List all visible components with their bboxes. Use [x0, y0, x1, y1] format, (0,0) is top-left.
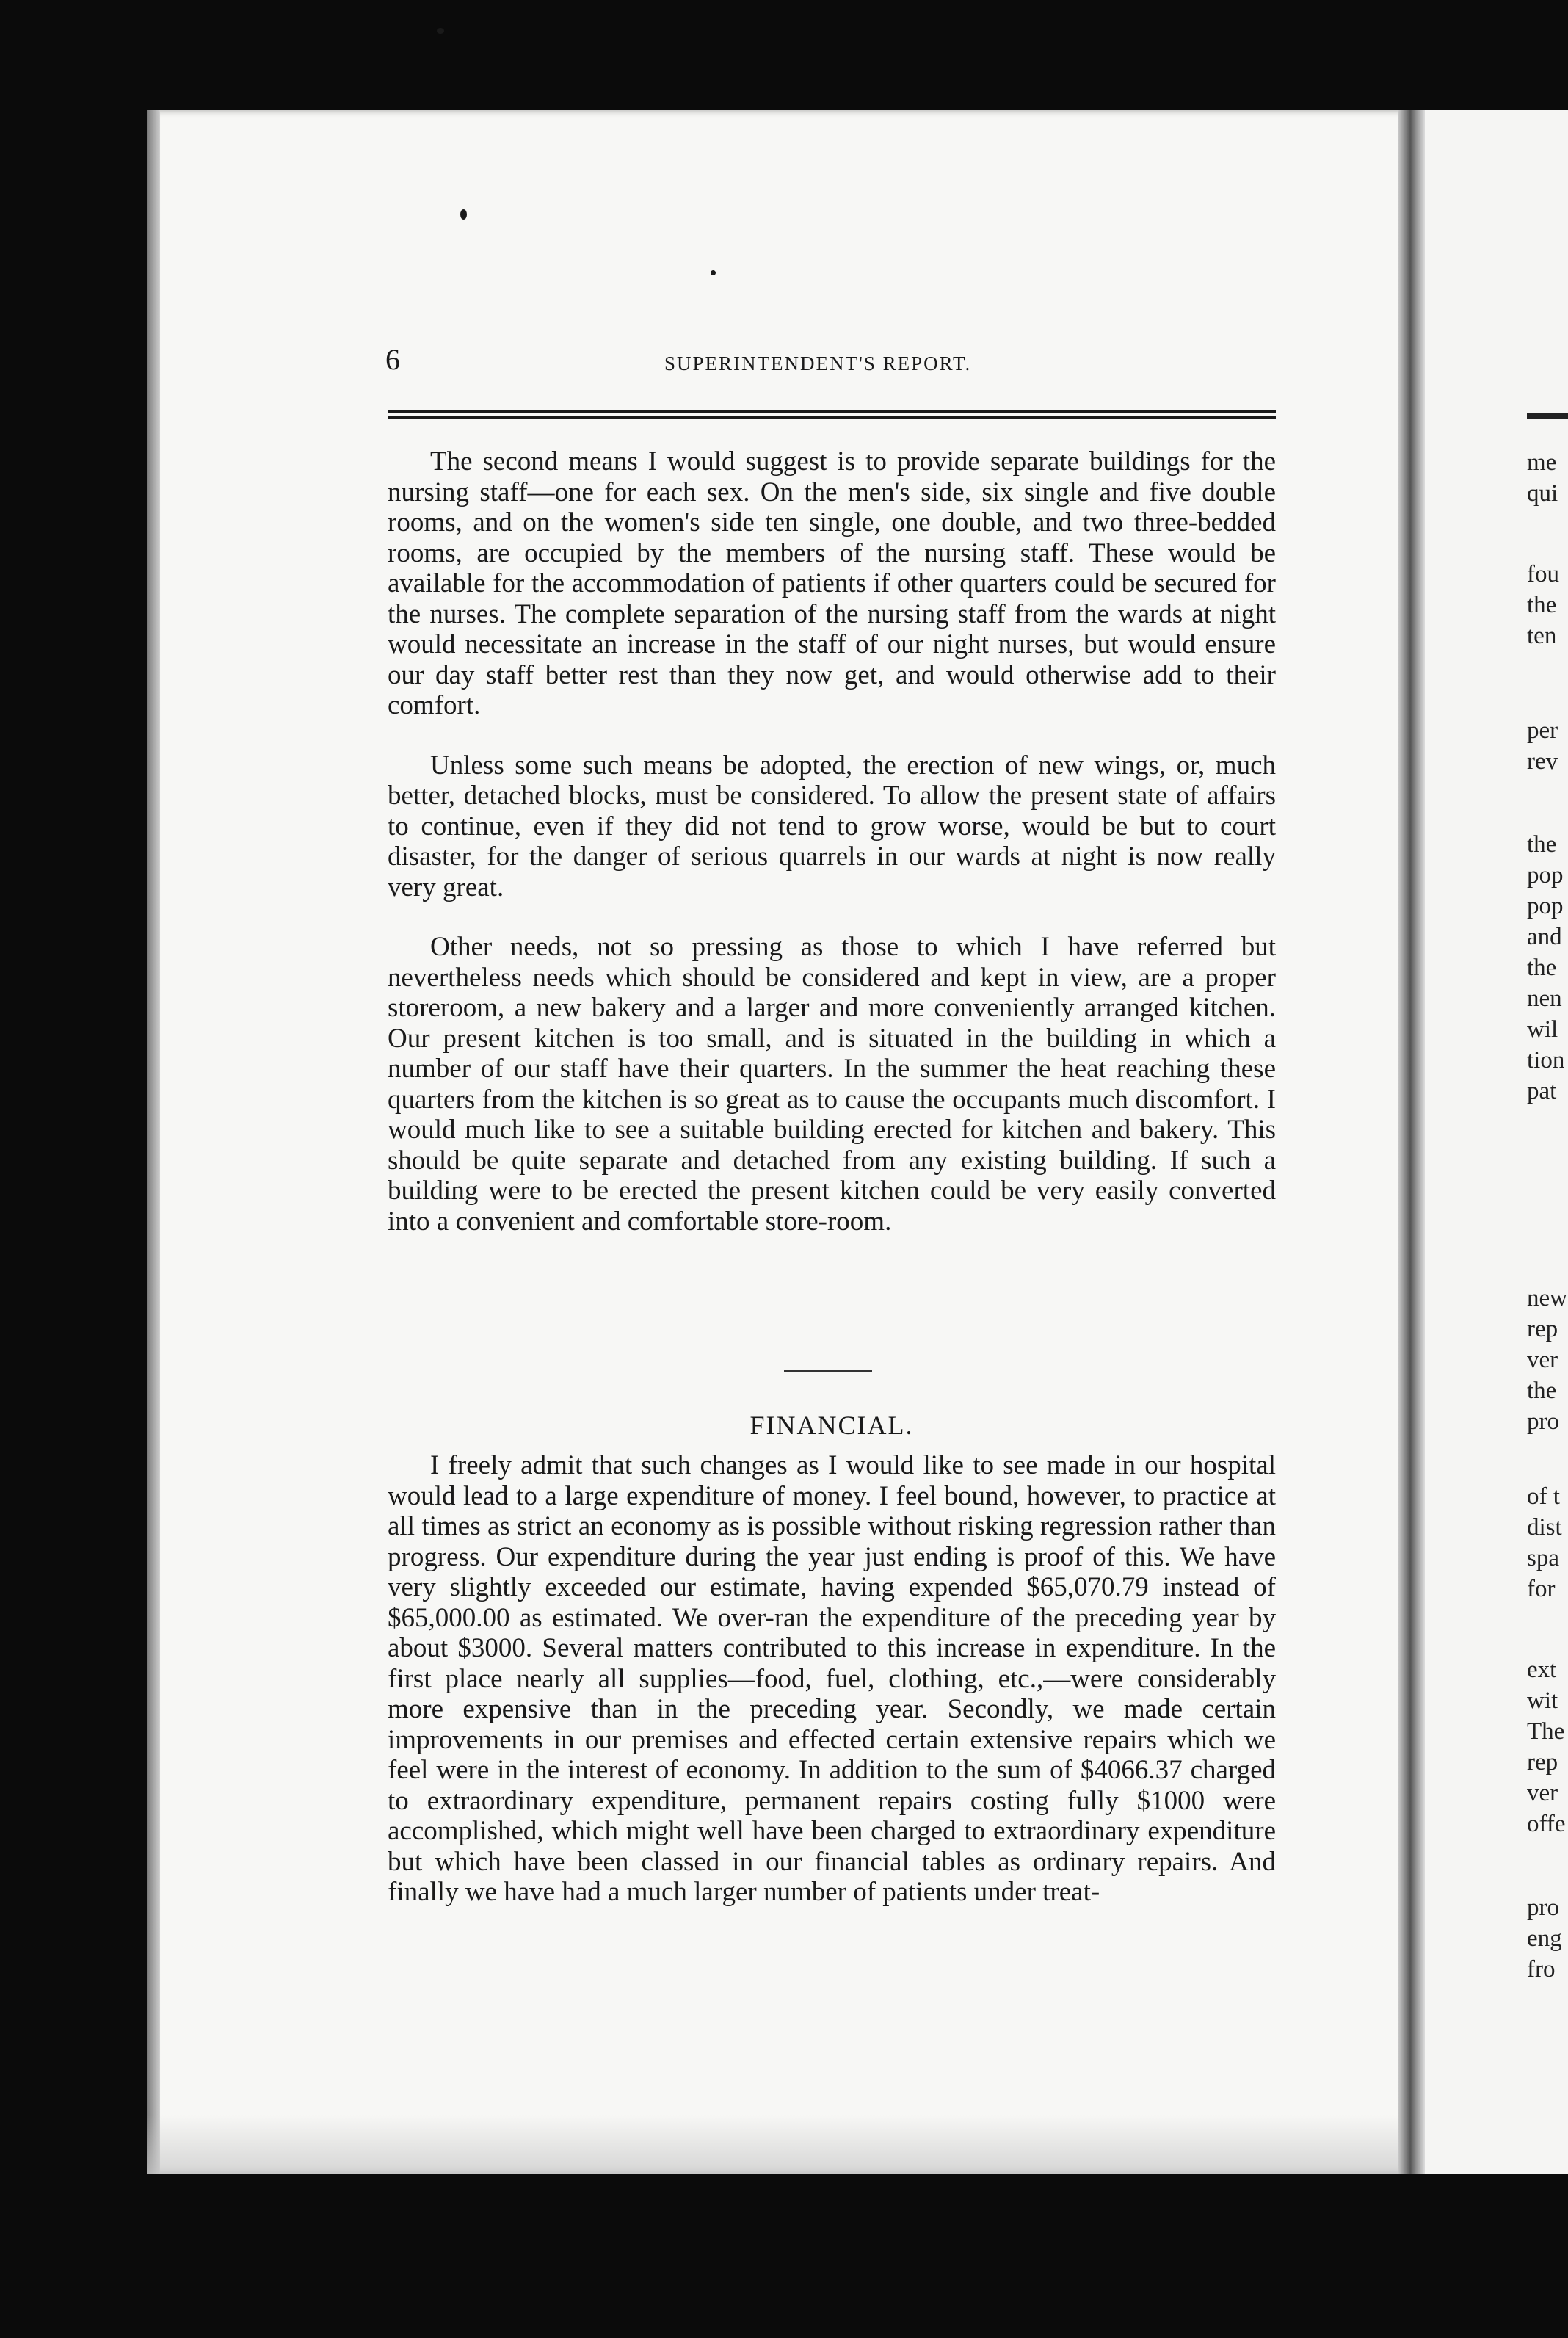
facing-page-fragment: tion — [1527, 1047, 1565, 1074]
facing-page-fragment: fou — [1527, 561, 1559, 587]
facing-page-fragment: per — [1527, 717, 1558, 744]
facing-page-fragment: spa — [1527, 1545, 1559, 1571]
facing-page-fragment: rep — [1527, 1749, 1558, 1776]
facing-page-fragment: the — [1527, 831, 1557, 858]
ink-speck — [460, 209, 467, 220]
facing-page-fragment: nen — [1527, 985, 1562, 1012]
facing-page-fragment: the — [1527, 592, 1557, 618]
facing-page-fragment: me — [1527, 449, 1557, 476]
section-divider — [784, 1370, 872, 1372]
facing-page-fragment: rep — [1527, 1316, 1558, 1342]
facing-page-fragment: and — [1527, 924, 1562, 950]
paragraph-nursing-staff: The second means I would suggest is to provide separate buildings for the nursing staff—one for each sex. On the men's side, six single and five double rooms, and on the women's side ten single, one double, and two three-bedded rooms, are occupied by the members of the nursing staff. These would be available for the accommodation of patients if other quarters could be secured for the nurses. The complete separation of the nursing staff from the wards at night would necessitate an increase in the staff of our night nurses, but would ensure our day staff better rest than they now get, and would otherwise add to their comfort. — [388, 446, 1276, 720]
facing-page-fragment: dist — [1527, 1514, 1562, 1541]
page-edge — [147, 110, 160, 2174]
page-header — [385, 345, 1277, 374]
page-shadow — [147, 2115, 1409, 2174]
facing-page-fragment: wil — [1527, 1016, 1558, 1043]
facing-page-rule — [1527, 413, 1568, 419]
body-text — [388, 446, 1276, 1237]
facing-page-fragment: The — [1527, 1718, 1565, 1745]
facing-page-fragment: pro — [1527, 1408, 1559, 1435]
facing-page-fragment: wit — [1527, 1687, 1558, 1714]
paragraph-new-wings: Unless some such means be adopted, the erection of new wings, or, much better, detached blocks, must be considered. To allow the present state of affairs to continue, even if they did not tend to grow worse, would be but to court disaster, for the danger of serious quarrels in our wards at night is now really very great. — [388, 750, 1276, 902]
facing-page-fragment: pat — [1527, 1078, 1557, 1104]
section-title-financial: FINANCIAL. — [749, 1411, 914, 1440]
facing-page-fragment: the — [1527, 955, 1557, 981]
ink-speck — [437, 28, 444, 34]
running-head: SUPERINTENDENT'S REPORT. — [664, 352, 972, 374]
facing-page-fragment: pop — [1527, 893, 1564, 919]
page-number: 6 — [385, 343, 400, 376]
facing-page-fragment: ver — [1527, 1347, 1558, 1373]
header-rule — [388, 410, 1276, 419]
facing-page-fragment: for — [1527, 1576, 1556, 1602]
facing-page-fragment: ten — [1527, 623, 1557, 649]
facing-page-fragment: pop — [1527, 862, 1564, 888]
facing-page-fragment: fro — [1527, 1956, 1556, 1983]
facing-page-fragment: ver — [1527, 1780, 1558, 1806]
facing-page-fragment: the — [1527, 1378, 1557, 1404]
paragraph-financial: I freely admit that such changes as I would like to see made in our hospital would lead to a large expenditure of money. I feel bound, however, to practice at all times as strict an economy as is possible without risking regression rather than progress. Our expenditure during the year just ending is proof of this. We have very slightly exceeded our estimate, having expended $65,070.79 instead of $65,000.00 as estimated. We over-ran the expenditure of the preceding year by about $3000. Several matters contributed to this increase in expenditure. In the first place nearly all supplies—food, fuel, clothing, etc.,—were considerably more expensive than in the preceding year. Secondly, we made certain improvements in our premises and effected certain extensive repairs which we feel were in the interest of economy. In addition to the sum of $4066.37 charged to extraordinary expenditure, permanent repairs costing fully $1000 were accomplished, which might well have been charged to extraordinary expenditure but which have been classed in our financial tables as ordinary repairs. And finally we have had a much larger number of patients under treat- — [388, 1450, 1276, 1907]
financial-text — [388, 1450, 1276, 1908]
facing-page-fragment: new — [1527, 1285, 1567, 1311]
facing-page-fragment: of t — [1527, 1483, 1560, 1510]
ink-speck — [711, 270, 716, 275]
book-gutter — [1398, 110, 1425, 2174]
facing-page-fragment: rev — [1527, 748, 1558, 775]
facing-page-fragment: ext — [1527, 1657, 1557, 1683]
facing-page-fragment: qui — [1527, 480, 1558, 507]
facing-page-fragment: pro — [1527, 1894, 1559, 1921]
paragraph-other-needs: Other needs, not so pressing as those to which I have referred but nevertheless needs which should be considered and kept in view, are a proper storeroom, a new bakery and a larger and more conveniently arranged kitchen. Our present kitchen is too small, and is situated in the building in which a number of our staff have their quarters. In the summer the heat reaching these quarters from the kitchen is so great as to cause the occupants much discomfort. I would much like to see a suitable building erected for kitchen and bakery. This should be quite separate and detached from any existing building. If such a building were to be erected the present kitchen could be very easily converted into a convenient and comfortable store-room. — [388, 932, 1276, 1237]
facing-page-fragment: offe — [1527, 1811, 1566, 1837]
facing-page — [1425, 110, 1568, 2174]
facing-page-fragment: eng — [1527, 1925, 1562, 1952]
